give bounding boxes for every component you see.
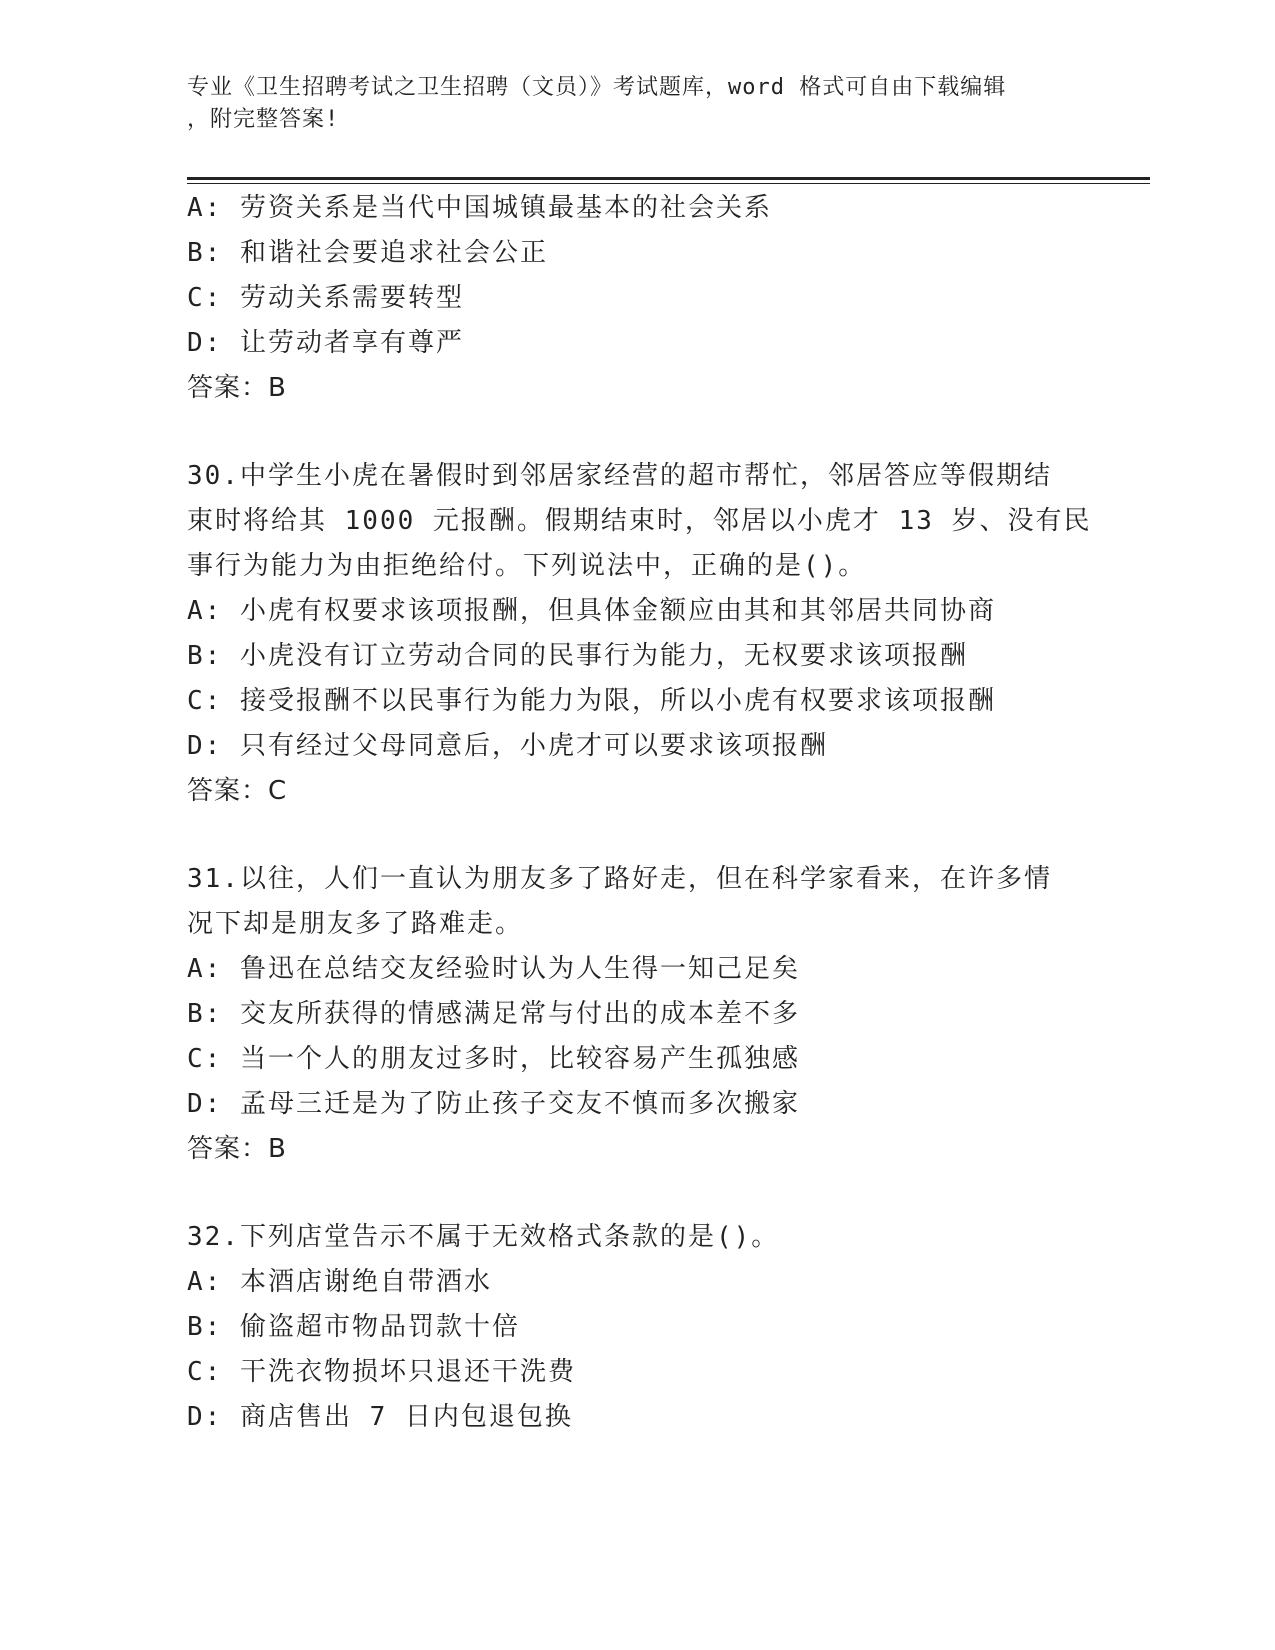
answer-line: 答案：B [187,1134,287,1164]
document-header [187,72,1087,136]
header-line-2: ，附完整答案! [187,107,340,132]
question-stem-line: 30.中学生小虎在暑假时到邻居家经营的超市帮忙，邻居答应等假期结 [187,461,1052,491]
question-stem-line: 31.以往，人们一直认为朋友多了路好走，但在科学家看来，在许多情 [187,864,1052,894]
question-stem-line: 束时将给其 1000 元报酬。假期结束时，邻居以小虎才 13 岁、没有民 [187,506,1092,536]
option-d: D: 只有经过父母同意后，小虎才可以要求该项报酬 [187,731,828,761]
question-list [187,186,1127,1440]
question-31 [187,857,1127,1172]
answer-line: 答案：C [187,776,288,806]
option-a: A: 劳资关系是当代中国城镇最基本的社会关系 [187,193,772,223]
option-d: D: 孟母三迁是为了防止孩子交友不慎而多次搬家 [187,1089,800,1119]
option-b: B: 小虎没有订立劳动合同的民事行为能力，无权要求该项报酬 [187,641,968,671]
question-stem-line: 况下却是朋友多了路难走。 [187,909,524,939]
option-d: D: 让劳动者享有尊严 [187,328,464,358]
question-stem-line: 事行为能力为由拒绝给付。下列说法中，正确的是()。 [187,551,867,581]
option-d: D: 商店售出 7 日内包退包换 [187,1402,573,1432]
option-c: C: 劳动关系需要转型 [187,283,464,313]
answer-line: 答案：B [187,373,287,403]
header-rule-thick [187,177,1150,180]
question-stem-line: 32.下列店堂告示不属于无效格式条款的是()。 [187,1222,780,1252]
option-a: A: 本酒店谢绝自带酒水 [187,1267,492,1297]
option-b: B: 偷盗超市物品罚款十倍 [187,1312,520,1342]
question-30 [187,454,1127,814]
option-b: B: 和谐社会要追求社会公正 [187,238,548,268]
option-a: A: 小虎有权要求该项报酬，但具体金额应由其和其邻居共同协商 [187,596,996,626]
header-line-1: 专业《卫生招聘考试之卫生招聘（文员）》考试题库，word 格式可自由下载编辑 [187,75,1007,100]
option-c: C: 接受报酬不以民事行为能力为限，所以小虎有权要求该项报酬 [187,686,996,716]
option-c: C: 当一个人的朋友过多时，比较容易产生孤独感 [187,1044,800,1074]
option-c: C: 干洗衣物损坏只退还干洗费 [187,1357,576,1387]
question-29 [187,186,1127,411]
option-a: A: 鲁迅在总结交友经验时认为人生得一知己足矣 [187,954,800,984]
option-b: B: 交友所获得的情感满足常与付出的成本差不多 [187,999,800,1029]
question-32 [187,1215,1127,1440]
header-rule-thin [187,183,1150,184]
